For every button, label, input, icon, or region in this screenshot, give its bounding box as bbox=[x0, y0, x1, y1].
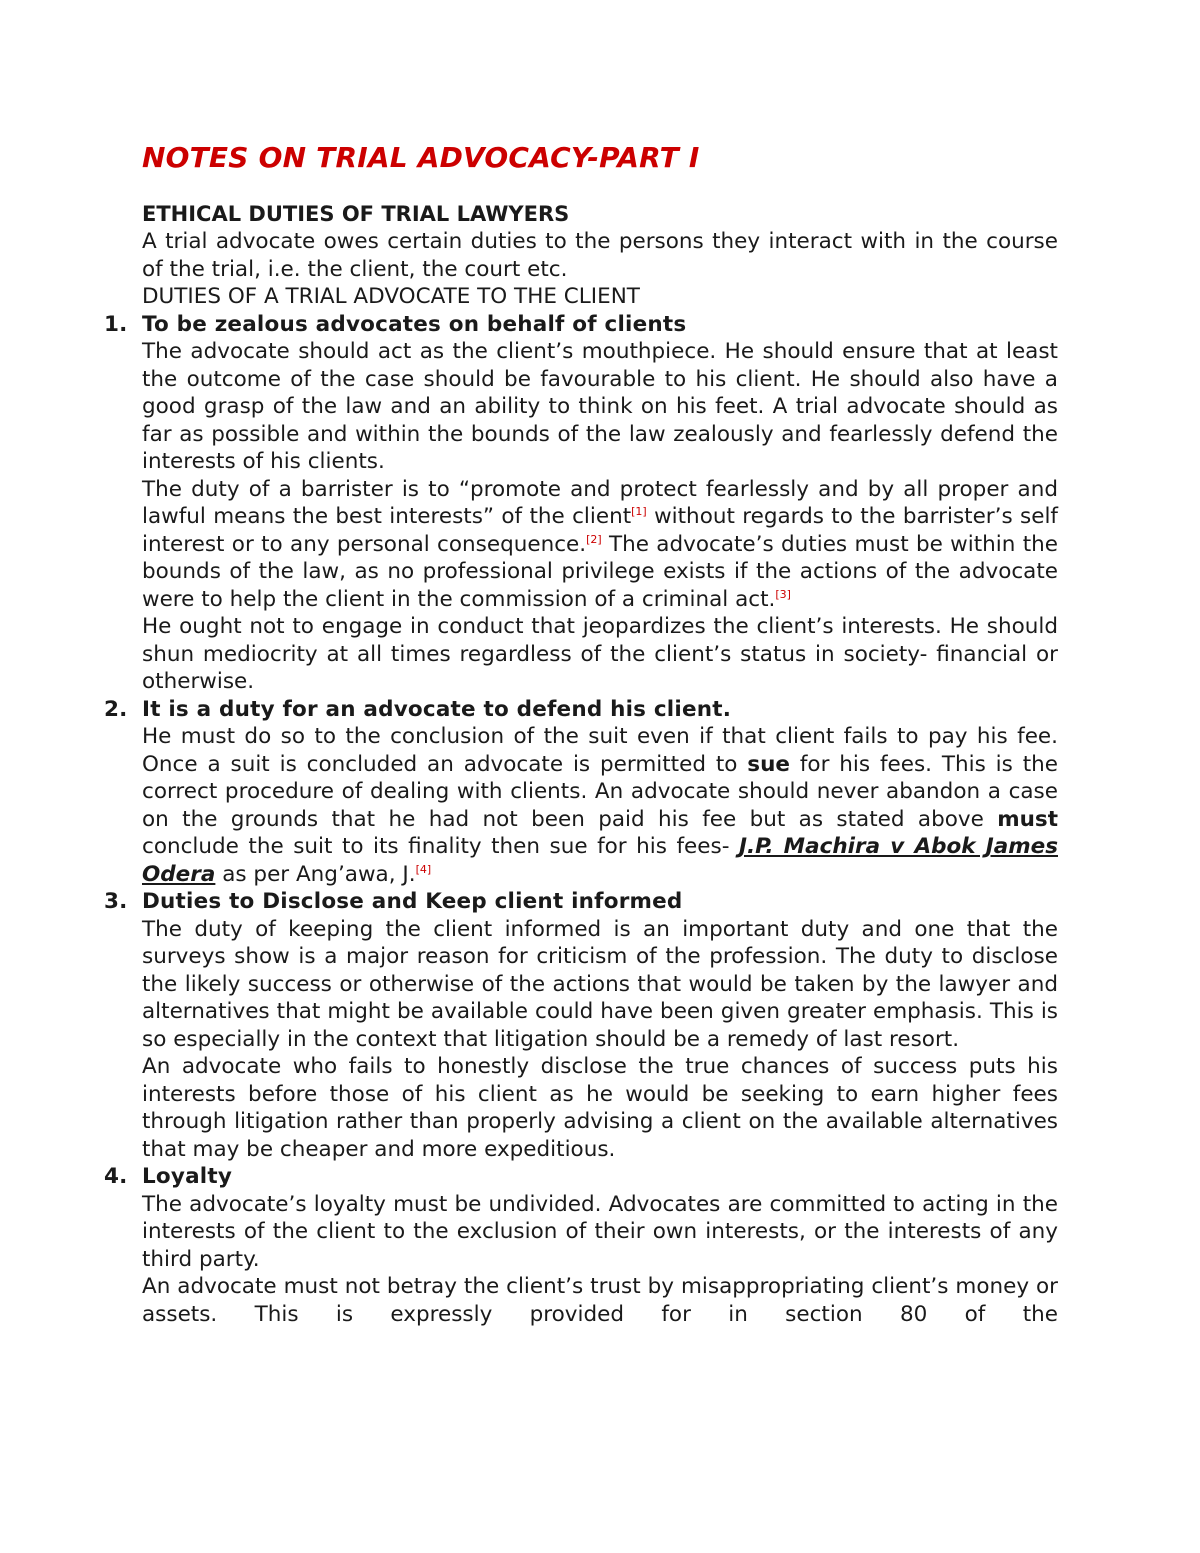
text-run: The duty of a barrister is to “promote and protect fearlessly and by all proper and lawful means the best interests” of the client bbox=[142, 476, 1058, 529]
item-heading-text-2: It is a duty for an advocate to defend his client. bbox=[142, 696, 732, 722]
bold-text-must: must bbox=[997, 806, 1058, 832]
text-run: without regards to the barrister’s self interest or to any personal consequence. bbox=[142, 504, 1058, 557]
item-1-paragraph-3: He ought not to engage in conduct that jeopardizes the client’s interests. He should shun mediocrity at all times regardless of the client’s status in society- financial or otherwise. bbox=[142, 614, 1058, 694]
item-number-4: 4. bbox=[104, 1164, 128, 1189]
item-3-paragraph-1: The duty of keeping the client informed is an important duty and one that the surveys show is a major reason for criticism of the profession. The duty to disclose the likely success or otherwise of the actions that would be taken by the lawyer and alternatives that might be available could have been given greater emphasis. This is so especially in the context that litigation should be a remedy of last resort. bbox=[142, 916, 1058, 1052]
section-heading: ETHICAL DUTIES OF TRIAL LAWYERS bbox=[142, 202, 570, 226]
item-number-2: 2. bbox=[104, 696, 128, 722]
intro-paragraph: A trial advocate owes certain duties to the persons they interact with in the course of the trial, i.e. the client, the court etc. bbox=[142, 229, 1058, 282]
text-run: The advocate’s duties must be within the bounds of the law, as no professional privilege exists if the actions of the advocate were to help the client in the commission of a criminal act. bbox=[142, 531, 1058, 612]
item-2-paragraph-1 bbox=[142, 723, 1058, 888]
item-heading-text-1: To be zealous advocates on behalf of clients bbox=[142, 311, 687, 337]
item-1-paragraph-2 bbox=[142, 476, 1058, 614]
text-run: for his fees. This is the correct procedure of dealing with clients. An advocate should never abandon a case on the grounds that he had not been paid his fee but as stated above bbox=[142, 751, 1058, 832]
item-4-paragraph-2: An advocate must not betray the client’s trust by misappropriating client’s money or assets. This is expressly provided for in section 80 of the bbox=[142, 1274, 1058, 1327]
document-title: NOTES ON TRIAL ADVOCACY-PART I bbox=[142, 141, 700, 174]
item-4-paragraph-1: The advocate’s loyalty must be undivided. Advocates are committed to acting in the interests of the client to the exclusion of their own interests, or the interests of any third party. bbox=[142, 1191, 1058, 1272]
item-heading-4 bbox=[104, 1163, 1058, 1191]
text-run: conclude the suit to its finality then sue for his fees- bbox=[142, 834, 739, 859]
text-run: as per Ang’awa, J. bbox=[215, 861, 416, 887]
footnote-ref-4[interactable]: [4] bbox=[415, 862, 432, 876]
footnote-ref-1[interactable]: [1] bbox=[631, 504, 647, 518]
footnote-ref-3[interactable]: [3] bbox=[775, 587, 791, 601]
item-heading-text-3: Duties to Disclose and Keep client informed bbox=[142, 889, 683, 914]
item-3-paragraph-2: An advocate who fails to honestly disclose the true chances of success puts his interests before those of his client as he would be seeking to earn higher fees through litigation rather than properly advising a client on the available alternatives that may be cheaper and more expeditious. bbox=[142, 1054, 1058, 1162]
footnote-ref-2[interactable]: [2] bbox=[586, 532, 602, 546]
bold-text-sue: sue bbox=[747, 751, 790, 777]
text-run: He must do so to the conclusion of the suit even if that client fails to pay his fee. Once a suit is concluded an advocate is permitted to bbox=[142, 724, 1058, 777]
item-heading-text-4: Loyalty bbox=[142, 1164, 233, 1189]
item-heading-3 bbox=[104, 888, 1058, 916]
case-citation-link[interactable]: J.P. Machira v Abok James Odera bbox=[142, 834, 1058, 887]
item-heading-2 bbox=[104, 696, 1058, 724]
item-number-3: 3. bbox=[104, 889, 128, 914]
item-number-1: 1. bbox=[104, 311, 128, 337]
item-1-paragraph-1: The advocate should act as the client’s mouthpiece. He should ensure that at least the outcome of the case should be favourable to his client. He should also have a good grasp of the law and an ability to think on his feet. A trial advocate should as far as possible and within the bounds of the law zealously and fearlessly defend the interests of his clients. bbox=[142, 339, 1058, 474]
document-body bbox=[104, 140, 1058, 1328]
subheading: DUTIES OF A TRIAL ADVOCATE TO THE CLIENT bbox=[142, 284, 640, 309]
item-heading-1 bbox=[104, 311, 1058, 339]
